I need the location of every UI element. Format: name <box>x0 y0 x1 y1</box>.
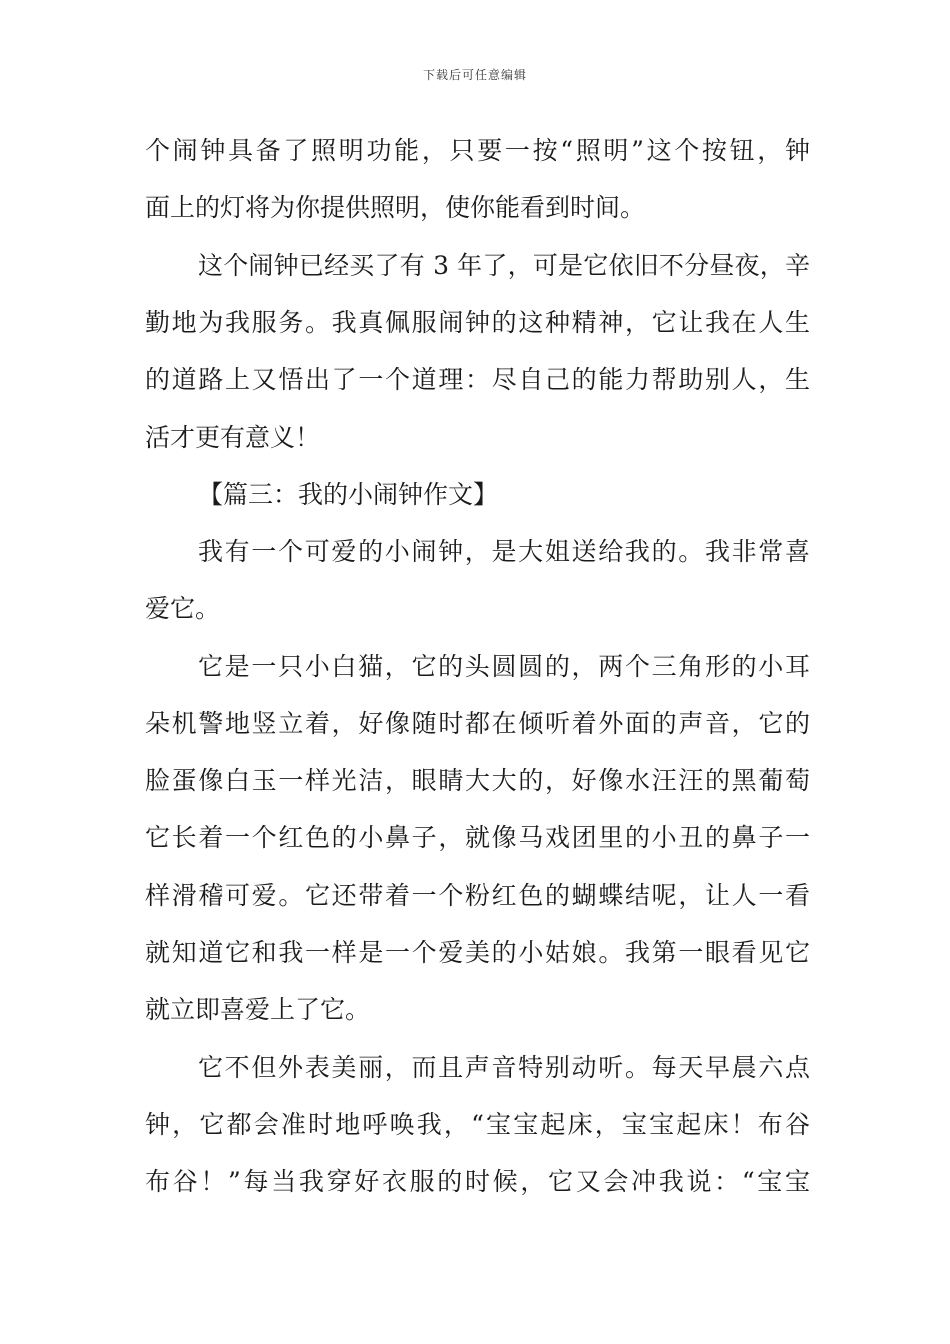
text-line: 就立即喜爱上了它。 <box>145 995 371 1024</box>
text-line: 的道路上又悟出了一个道理：尽自己的能力帮助别人，生 <box>145 365 810 394</box>
text-line: 朵机警地竖立着，好像随时都在倾听着外面的声音，它的 <box>145 709 810 738</box>
text-line: 样滑稽可爱。它还带着一个粉红色的蝴蝶结呢，让人一看 <box>145 881 810 910</box>
text-line: 这个闹钟已经买了有 3 年了，可是它依旧不分昼夜，辛 <box>198 251 810 280</box>
text-line: 我有一个可爱的小闹钟，是大姐送给我的。我非常喜 <box>198 537 810 566</box>
text-line: 爱它。 <box>145 594 221 623</box>
text-line: 布谷！”每当我穿好衣服的时候，它又会冲我说：“宝宝 <box>145 1167 810 1196</box>
text-line: 它是一只小白猫，它的头圆圆的，两个三角形的小耳 <box>198 652 810 681</box>
text-line: 就知道它和我一样是一个爱美的小姑娘。我第一眼看见它 <box>145 938 810 967</box>
text-line: 脸蛋像白玉一样光洁，眼睛大大的，好像水汪汪的黑葡萄 <box>145 766 810 795</box>
text-line: 勤地为我服务。我真佩服闹钟的这种精神，它让我在人生 <box>145 308 810 337</box>
text-line: 它长着一个红色的小鼻子，就像马戏团里的小丑的鼻子一 <box>145 823 810 852</box>
section-heading: 【篇三：我的小闹钟作文】 <box>198 480 499 509</box>
text-line: 钟，它都会准时地呼唤我，“宝宝起床，宝宝起床！布谷 <box>145 1110 810 1139</box>
text-line: 它不但外表美丽，而且声音特别动听。每天早晨六点 <box>198 1053 810 1082</box>
text-line: 活才更有意义！ <box>145 423 321 452</box>
page-header: 下载后可任意编辑 <box>422 68 527 82</box>
text-line: 个闹钟具备了照明功能，只要一按“照明”这个按钮，钟 <box>145 136 810 165</box>
text-line: 面上的灯将为你提供照明，使你能看到时间。 <box>145 193 646 222</box>
